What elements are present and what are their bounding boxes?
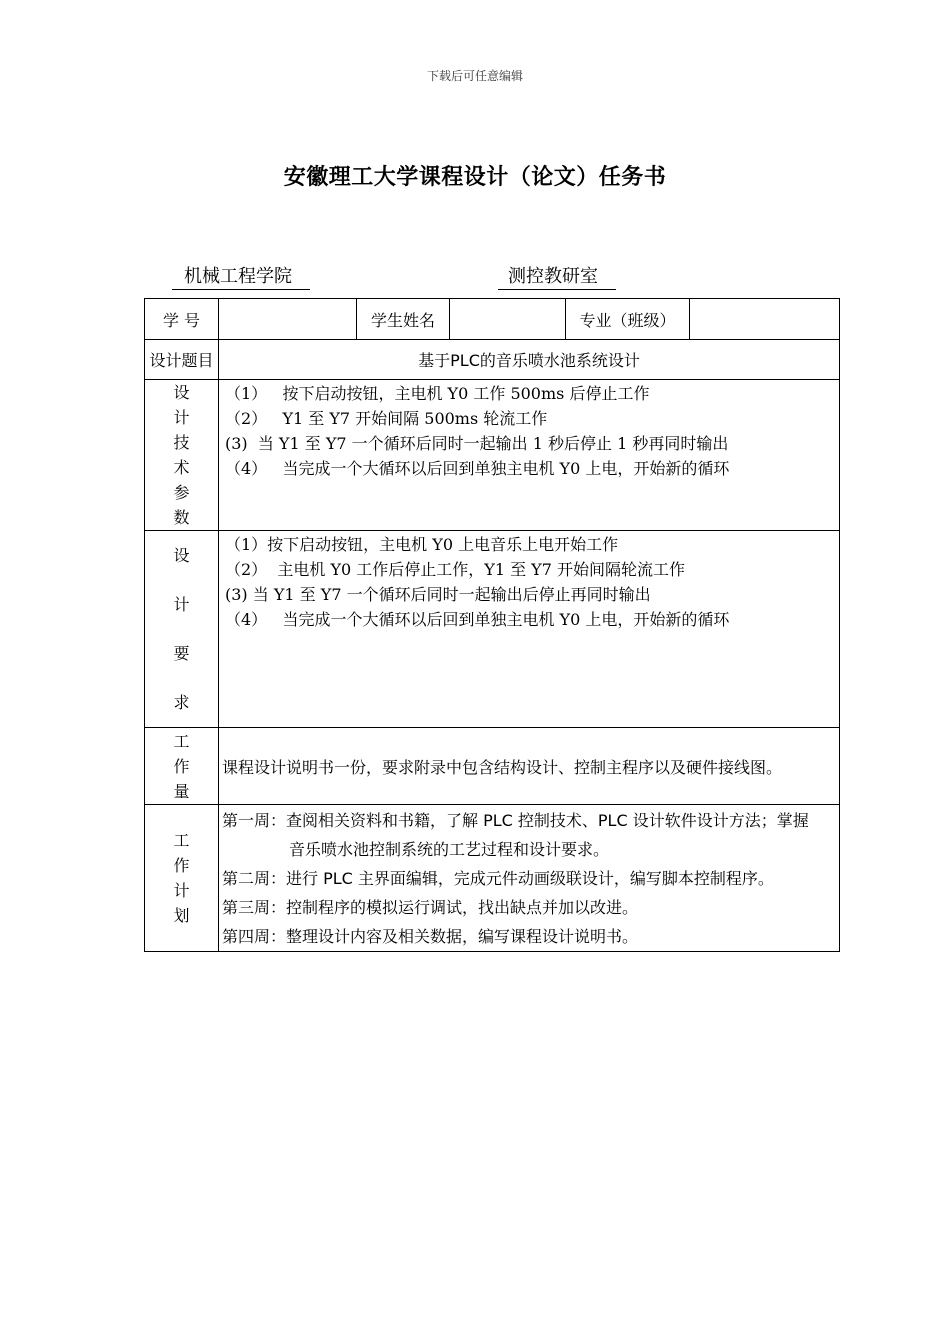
plan-week-4: 第四周：整理设计内容及相关数据，编写课程设计说明书。 — [222, 926, 639, 946]
task-table — [144, 298, 840, 952]
plan-row — [145, 805, 840, 952]
requirements-label — [145, 531, 219, 728]
workload-label-char: 工 — [173, 731, 190, 751]
params-row — [145, 380, 840, 531]
params-label-char: 设 — [173, 383, 190, 402]
plan-label-char: 工 — [173, 831, 190, 850]
document-title: 安徽理工大学课程设计（论文）任务书 — [283, 165, 667, 190]
params-label-char: 数 — [173, 508, 190, 527]
student-info-row — [145, 299, 840, 340]
workload-content: 课程设计说明书一份，要求附录中包含结构设计、控制主程序以及硬件接线图。 — [219, 728, 840, 805]
workload-label-char: 作 — [173, 756, 190, 776]
plan-week-1-continued: 音乐喷水池控制系统的工艺过程和设计要求。 — [289, 839, 610, 859]
student-name-field — [450, 299, 566, 340]
params-label-char: 术 — [173, 458, 190, 477]
plan-label-char: 作 — [173, 856, 190, 875]
plan-week-1: 第一周：查阅相关资料和书籍，了解 PLC 控制技术、PLC 设计软件设计方法；掌握 — [222, 810, 809, 830]
plan-label — [145, 805, 219, 952]
workload-label — [145, 728, 219, 805]
requirements-line: （1）按下启动按钮，主电机 Y0 上电音乐上电开始工作 — [225, 535, 619, 554]
plan-label-char: 划 — [173, 906, 190, 925]
major-label: 专业（班级） — [566, 299, 690, 340]
requirements-row — [145, 531, 840, 728]
requirements-label-char: 设 — [173, 546, 190, 565]
topic-row — [145, 340, 840, 380]
requirements-label-char: 要 — [173, 644, 190, 663]
params-label-char: 技 — [173, 433, 190, 452]
params-content — [219, 380, 840, 531]
params-line: （4） 当完成一个大循环以后回到单独主电机 Y0 上电，开始新的循环 — [225, 459, 730, 478]
topic-label: 设计题目 — [145, 340, 219, 380]
params-line: （1） 按下启动按钮，主电机 Y0 工作 500ms 后停止工作 — [225, 384, 650, 403]
params-label-char: 参 — [173, 483, 190, 502]
requirements-line: (3) 当 Y1 至 Y7 一个循环后同时一起输出后停止再同时输出 — [225, 585, 651, 604]
topic-value: 基于PLC的音乐喷水池系统设计 — [219, 340, 840, 380]
plan-label-char: 计 — [173, 881, 190, 900]
plan-week-2: 第二周：进行 PLC 主界面编辑，完成元件动画级联设计，编写脚本控制程序。 — [222, 868, 774, 888]
plan-content — [219, 805, 840, 952]
office-name: 测控教研室 — [498, 262, 616, 290]
student-name-label: 学生姓名 — [357, 299, 450, 340]
plan-week-3: 第三周：控制程序的模拟运行调试，找出缺点并加以改进。 — [222, 897, 639, 917]
college-name: 机械工程学院 — [172, 262, 310, 290]
student-id-label: 学 号 — [145, 299, 219, 340]
params-line: (3) 当 Y1 至 Y7 一个循环后同时一起输出 1 秒后停止 1 秒再同时输出 — [225, 434, 729, 453]
header-note: 下载后可任意编辑 — [426, 69, 523, 83]
requirements-label-char: 计 — [173, 595, 190, 614]
workload-row — [145, 728, 840, 805]
params-line: （2） Y1 至 Y7 开始间隔 500ms 轮流工作 — [225, 409, 548, 428]
student-id-field — [219, 299, 357, 340]
params-label-char: 计 — [173, 408, 190, 427]
requirements-label-char: 求 — [173, 693, 190, 712]
requirements-content — [219, 531, 840, 728]
params-label — [145, 380, 219, 531]
major-field — [690, 299, 840, 340]
requirements-line: （2） 主电机 Y0 工作后停止工作，Y1 至 Y7 开始间隔轮流工作 — [225, 560, 686, 579]
workload-label-char: 量 — [173, 781, 190, 801]
requirements-line: （4） 当完成一个大循环以后回到单独主电机 Y0 上电，开始新的循环 — [225, 610, 730, 629]
